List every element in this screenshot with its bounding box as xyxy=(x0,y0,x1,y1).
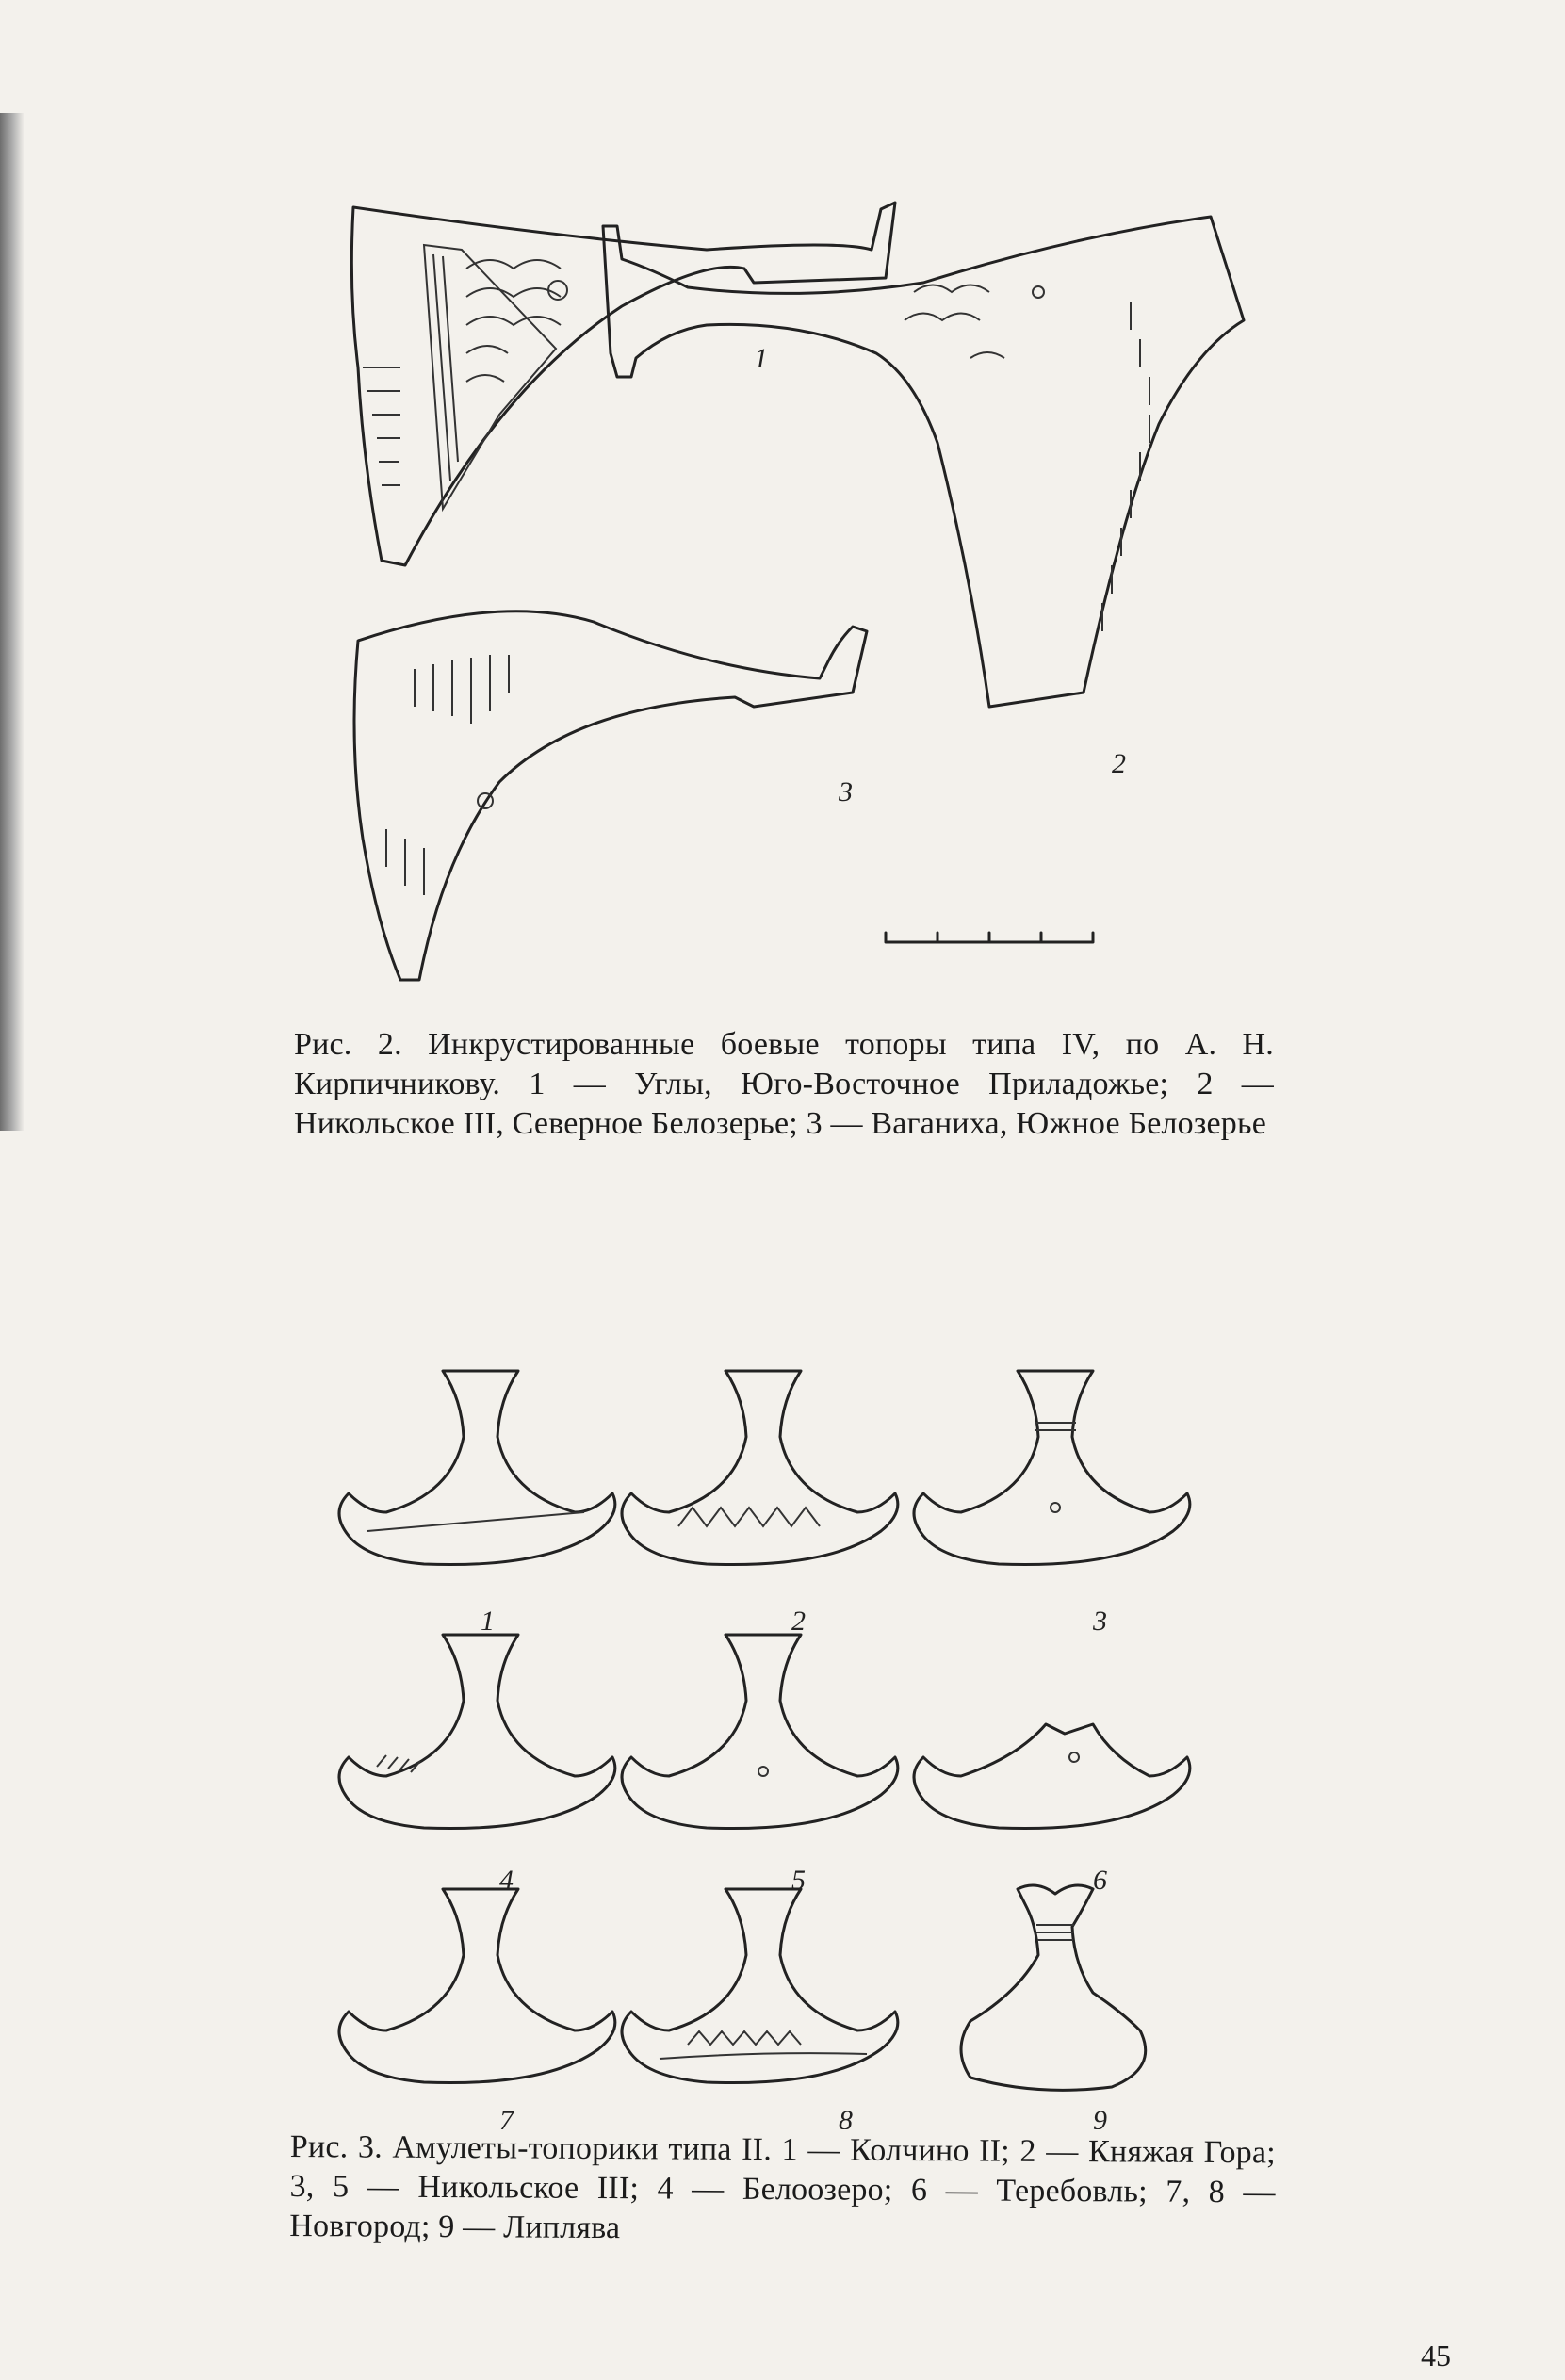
amulet-2-label: 2 xyxy=(791,1606,806,1637)
amulet-7 xyxy=(339,1889,615,2129)
amulet-5 xyxy=(622,1635,898,1896)
amulet-1 xyxy=(339,1371,615,1637)
amulet-7-label: 7 xyxy=(499,2105,514,2129)
amulet-9-label: 9 xyxy=(1093,2105,1107,2129)
figure-3-caption: Рис. 3. Амулеты-топорики типа II. 1 — Колчино II; 2 — Княжая Гора; 3, 5 — Никольское III; 4 — Белоозеро; 6 — Теребовль; 7, 8 — Новгород; 9 — Липлява xyxy=(289,2129,1276,2246)
axe-3-drawing xyxy=(354,611,867,980)
axe-3-label: 3 xyxy=(839,776,853,807)
scale-bar xyxy=(886,933,1093,942)
axe-1-label: 1 xyxy=(754,343,768,374)
amulet-1-label: 1 xyxy=(481,1606,495,1637)
amulet-6 xyxy=(914,1724,1190,1896)
amulet-5-label: 5 xyxy=(791,1865,806,1896)
amulet-4 xyxy=(339,1635,615,1896)
axe-2-drawing xyxy=(603,217,1244,779)
axe-1-drawing xyxy=(351,203,895,565)
amulet-6-label: 6 xyxy=(1093,1865,1107,1896)
amulet-9 xyxy=(961,1885,1146,2129)
amulet-2 xyxy=(622,1371,898,1637)
page-number: 45 xyxy=(1421,2339,1451,2372)
amulet-8 xyxy=(622,1889,898,2129)
amulet-3 xyxy=(914,1371,1190,1637)
amulet-8-label: 8 xyxy=(839,2105,853,2129)
figure-3-amulet-axes xyxy=(320,1347,1244,2129)
axe-2-label: 2 xyxy=(1112,748,1126,779)
figure-2-battle-axes xyxy=(311,179,1272,989)
amulet-4-label: 4 xyxy=(499,1865,514,1896)
figure-2-caption: Рис. 2. Инкрустированные боевые топоры типа IV, по А. Н. Кирпичникову. 1 — Углы, Юго-Восточное Приладожье; 2 — Никольское III, Северное Белозерье; 3 — Ваганиха, Южное Белозерье xyxy=(294,1027,1274,1141)
scan-edge-shadow xyxy=(0,113,24,1131)
amulet-3-label: 3 xyxy=(1093,1606,1107,1637)
